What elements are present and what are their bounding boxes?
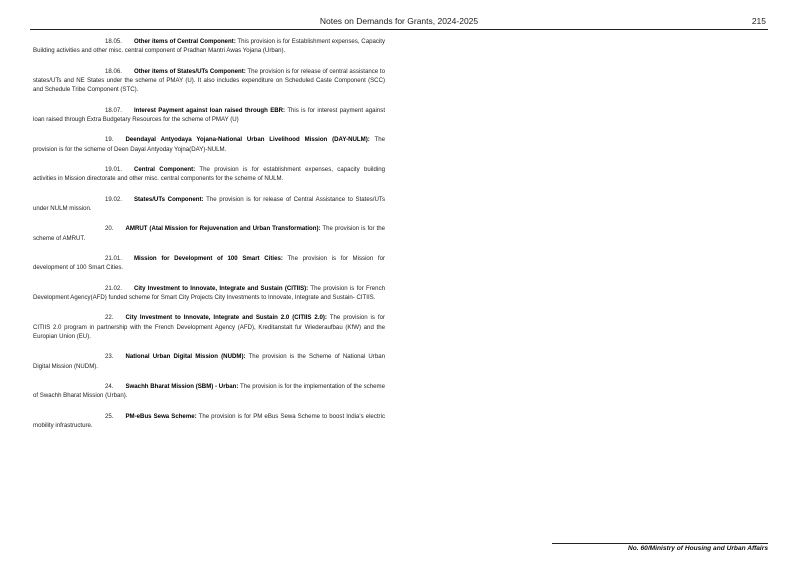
paragraph-text: The provision is for release of central assistance to states/UTs and NE States under the scheme of PMAY (U). It also includes expenditure on Scheduled Caste Component (SCC) and Schedule Tribe Component (STC). <box>33 67 385 94</box>
paragraph-number: 25. <box>105 412 114 420</box>
paragraph-number: 24. <box>105 383 114 391</box>
paragraph-heading: City Investment to Innovate, Integrate and Sustain (CITIIS): <box>133 284 309 292</box>
paragraph-text: The provision is the Scheme of National Urban Digital Mission (NUDM). <box>33 353 385 370</box>
paragraph-number: 18.05. <box>105 38 122 45</box>
paragraph-number: 19. <box>105 136 114 144</box>
paragraph-text: The provision is for French Development Agency(AFD) funded scheme for Smart City Projects City Investments to Innovate, Integrate and Sustain- CITIIS. <box>33 284 385 302</box>
paragraph-heading: AMRUT (Atal Mission for Rejuvenation and Urban Transformation): <box>125 225 321 233</box>
paragraph <box>33 224 385 243</box>
paragraph-number: 23. <box>105 353 114 361</box>
paragraph-text: This provision is for Establishment expenses, Capacity Building activities and other misc. central component of Pradhan Mantri Awas Yojana (Urban). <box>33 38 385 55</box>
paragraph-text: The provision is for Mission for development of 100 Smart Cities. <box>33 255 385 272</box>
paragraph-number: 22. <box>105 314 114 322</box>
document-body <box>33 37 385 442</box>
paragraph-number: 20. <box>105 225 114 233</box>
paragraph <box>33 37 385 56</box>
paragraph-number: 19.01. <box>105 166 122 174</box>
paragraph-heading: Interest Payment against loan raised through EBR: <box>133 106 286 114</box>
paragraph-heading: States/UTs Component: <box>133 195 204 203</box>
paragraph-number: 18.07. <box>105 106 122 114</box>
paragraph <box>33 412 385 431</box>
paragraph <box>33 67 385 95</box>
paragraph-heading: City Investment to Innovate, Integrate and Sustain 2.0 (CITIIS 2.0): <box>125 314 327 322</box>
paragraph <box>33 382 385 401</box>
paragraph <box>33 254 385 273</box>
paragraph <box>33 284 385 303</box>
page-header <box>30 15 768 30</box>
paragraph-text: This is for interest payment against loan raised through Extra Budgetary Resources for the scheme of PMAY (U) <box>33 106 386 123</box>
page-number: 215 <box>751 16 766 26</box>
paragraph-heading: Other items of States/UTs Component: <box>133 67 246 75</box>
paragraph <box>33 352 385 371</box>
paragraph-text: The provision is for PM eBus Sewa Scheme to boost India's electric mobility infrastructure. <box>33 412 385 430</box>
paragraph-text: The provision is for release of Central Assistance to States/UTs under NULM mission. <box>33 195 385 213</box>
paragraph-heading: Mission for Development of 100 Smart Cities: <box>133 255 283 263</box>
paragraph <box>33 135 385 154</box>
paragraph-heading: Other items of Central Component: <box>133 38 236 45</box>
paragraph <box>33 195 385 214</box>
paragraph-number: 21.02. <box>105 284 122 292</box>
paragraph-heading: PM-eBus Sewa Scheme: <box>125 412 197 420</box>
paragraph-text: The provision is for the scheme of Deen Dayal Antyoday Yojna(DAY)-NULM. <box>33 136 385 153</box>
paragraph-text: The provision is for establishment expenses, capacity building activities in Mission directorate and other misc. central components for the scheme of NULM. <box>33 166 385 183</box>
paragraph-number: 21.01. <box>105 255 122 263</box>
footer-ministry: No. 60/Ministry of Housing and Urban Affairs <box>628 545 768 552</box>
paragraph <box>33 313 385 341</box>
paragraph-number: 19.02. <box>105 195 122 203</box>
paragraph-heading: Swachh Bharat Mission (SBM) - Urban: <box>125 383 239 391</box>
footer-rule <box>552 543 768 544</box>
paragraph-heading: Deendayal Antyodaya Yojana-National Urban Livelihood Mission (DAY-NULM): <box>125 136 370 144</box>
paragraph-text: The provision is for CITIIS 2.0 program in partnership with the French Development Agency (AFD), Kreditanstalt fur Wiederaufbau (KfW) and the Europian Union (EU). <box>33 314 386 341</box>
paragraph-text: The provision is for the implementation of the scheme of Swachh Bharat Mission (Urban). <box>33 383 386 400</box>
paragraph-heading: Central Component: <box>133 166 196 174</box>
paragraph <box>33 106 385 125</box>
paragraph-number: 18.06. <box>105 67 122 75</box>
paragraph-heading: National Urban Digital Mission (NUDM): <box>125 353 246 361</box>
paragraph-text: The provision is for the scheme of AMRUT. <box>33 225 385 242</box>
paragraph <box>33 165 385 184</box>
document-title: Notes on Demands for Grants, 2024-2025 <box>319 16 479 26</box>
